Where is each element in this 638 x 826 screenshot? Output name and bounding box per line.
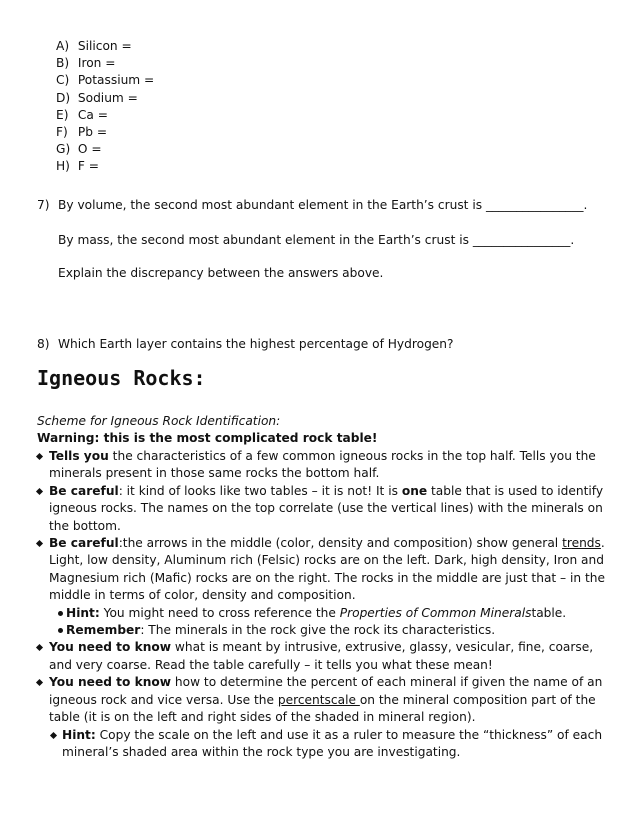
question-number: 8) [37, 337, 50, 351]
item-text: Ca = [77, 107, 108, 122]
item-text: Pb = [77, 124, 108, 139]
item-label: H) [56, 159, 70, 174]
item-text: Silicon = [77, 39, 132, 53]
question-8 [37, 336, 454, 353]
item-text: Sodium = [77, 90, 138, 105]
diamond-bullet-icon [36, 488, 43, 495]
dot-bullet-icon [58, 628, 63, 633]
diamond-bullet-icon [36, 644, 43, 651]
list-item [56, 141, 154, 158]
sub-bullet-hint-2: Hint: Copy the scale on the left and use it as a ruler to measure the “thickness” of each mineral’s shaded area within the rock type you are investigating. [37, 727, 607, 762]
dot-bullet-icon [58, 611, 63, 616]
list-item [56, 124, 154, 141]
item-text: Iron = [77, 56, 116, 71]
item-text: Potassium = [77, 73, 155, 88]
list-item [56, 90, 154, 107]
item-label: D) [56, 90, 71, 105]
question-number: 7) [37, 198, 50, 212]
question-7 [37, 197, 588, 214]
warning-text: Warning: this is the most complicated rock table! [37, 431, 378, 445]
bullet-tells-you: Tells you the characteristics of a few common igneous rocks in the top half. Tells you the minerals present in those same rocks the bottom half. [37, 448, 607, 483]
list-item [56, 55, 154, 72]
diamond-bullet-icon [36, 453, 43, 460]
bullet-be-careful-2: Be careful:the arrows in the middle (color, density and composition) show general trends. Light, low density, Aluminum rich (Felsic) rocks are on the left. Dark, high density, Iron and Magnesium rich (Mafic) rocks are on the right. The rocks in the middle are just that – in the middle in terms of color, density and composition. [37, 535, 607, 605]
diamond-bullet-icon [36, 540, 43, 547]
sub-bullet-remember: Remember: The minerals in the rock give the rock its characteristics. [37, 622, 607, 639]
diamond-bullet-icon [36, 679, 43, 686]
bullet-need-to-know-1: You need to know what is meant by intrusive, extrusive, glassy, vesicular, fine, coarse, and very coarse. Read the table carefully – it tells you what these mean! [37, 639, 607, 674]
sub-bullet-hint: Hint: You might need to cross reference the Properties of Common Mineralstable. [37, 605, 607, 622]
item-label: G) [56, 142, 71, 157]
list-item [56, 107, 154, 124]
item-label: E) [56, 107, 69, 122]
item-label: A) [56, 39, 70, 53]
scheme-title: Scheme for Igneous Rock Identification: [37, 414, 281, 428]
question-7-volume: By volume, the second most abundant element in the Earth’s crust is ________________. [58, 198, 588, 212]
diamond-bullet-icon [50, 731, 57, 738]
bullet-be-careful-1: Be careful: it kind of looks like two tables – it is not! It is one table that is used to identify igneous rocks. The names on the top correlate (use the vertical lines) with the minerals on the bottom. [37, 483, 607, 535]
list-item [56, 38, 154, 55]
question-8-text: Which Earth layer contains the highest percentage of Hydrogen? [58, 337, 454, 351]
item-label: B) [56, 56, 70, 71]
element-list [56, 38, 154, 176]
item-text: F = [77, 159, 99, 174]
bullet-need-to-know-2: You need to know how to determine the percent of each mineral if given the name of an igneous rock and vice versa. Use the percentscale on the mineral composition part of the table (it is on the left and right sides of the shaded in mineral region). [37, 674, 607, 726]
question-7-explain: Explain the discrepancy between the answers above. [58, 266, 384, 280]
item-label: C) [56, 73, 70, 88]
item-label: F) [56, 124, 68, 139]
question-7-mass: By mass, the second most abundant element in the Earth’s crust is ________________. [58, 233, 575, 247]
list-item [56, 158, 154, 175]
item-text: O = [77, 142, 102, 157]
section-heading: Igneous Rocks: [37, 366, 206, 390]
bullet-list [37, 448, 607, 761]
list-item [56, 72, 154, 89]
